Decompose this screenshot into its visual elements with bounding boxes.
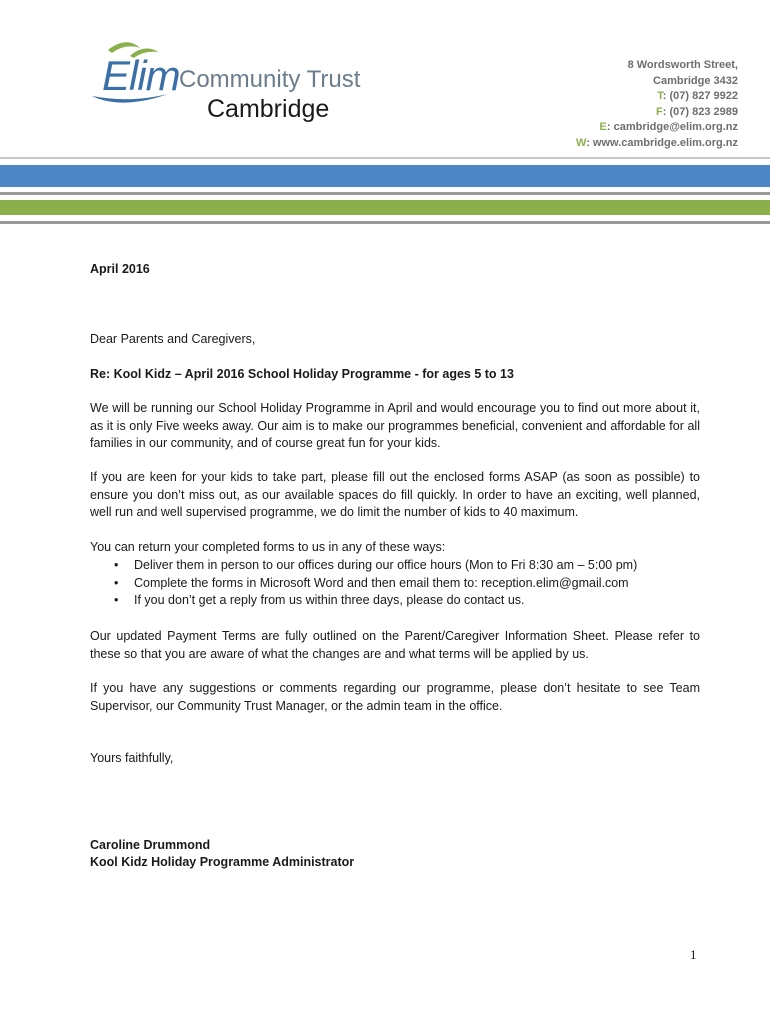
logo-city-text: Cambridge [207, 95, 330, 123]
list-item: • Deliver them in person to our offices during our office hours (Mon to Fri 8:30 am – 5:00 pm) [90, 557, 700, 575]
address-city: Cambridge 3432 [653, 74, 738, 87]
signer-name: Caroline Drummond [90, 838, 211, 852]
paragraph-payment-terms: Our updated Payment Terms are fully outlined on the Parent/Caregiver Information Sheet. Please refer to these so that you are aware of what the changes are and what terms will be applied by us. [90, 629, 700, 661]
closing: Yours faithfully, [90, 751, 174, 765]
signer-title: Kool Kidz Holiday Programme Administrator [90, 855, 355, 869]
header-rule-gray [0, 192, 770, 195]
logo-elim-text: Elim [102, 52, 180, 99]
address-fax [576, 105, 738, 121]
header-rule-gray [0, 221, 770, 224]
return-methods-intro: You can return your completed forms to us in any of these ways: [90, 540, 446, 554]
email-label: E [599, 121, 607, 134]
list-item: • If you don’t get a reply from us within three days, please do contact us. [90, 592, 700, 610]
header-band-green [0, 200, 770, 215]
address-street: 8 Wordsworth Street, [627, 59, 738, 71]
address-phone [576, 89, 738, 105]
subject-line: Re: Kool Kidz – April 2016 School Holiday Programme - for ages 5 to 13 [90, 367, 514, 381]
email-value: : cambridge@elim.org.nz [606, 121, 738, 134]
web-value: : www.cambridge.elim.org.nz [586, 136, 738, 149]
address-email [576, 120, 738, 136]
phone-value: : (07) 827 9922 [662, 90, 738, 103]
salutation: Dear Parents and Caregivers, [90, 332, 256, 346]
contact-address [576, 58, 738, 152]
fax-value: : (07) 823 2989 [662, 105, 738, 118]
page-number: 1 [690, 947, 697, 962]
return-methods-list [90, 557, 700, 610]
paragraph-signup: If you are keen for your kids to take part, please fill out the enclosed forms ASAP (as soon as possible) to ensure you don’t miss out, as our available spaces do fill quickly. In order to have an exciting, well planned, well run and well supervised programme, we do limit the number of kids to 40 maximum. [90, 470, 700, 519]
logo-org-text: Community Trust [179, 66, 361, 93]
paragraph-intro: We will be running our School Holiday Programme in April and would encourage you to find out more about it, as it is only Five weeks away. Our aim is to make our programmes beneficial, convenient and affordable for all families in our community, and of course great fun for your kids. [90, 401, 700, 450]
fax-label: F [656, 105, 663, 118]
header-band-blue [0, 165, 770, 187]
phone-label: T [657, 90, 663, 103]
letter-date: April 2016 [90, 262, 150, 276]
web-label: W [576, 136, 587, 149]
elim-logo [88, 38, 378, 128]
paragraph-suggestions: If you have any suggestions or comments regarding our programme, please don’t hesitate to see Team Supervisor, our Community Trust Manager, or the admin team in the office. [90, 681, 700, 713]
header-rule-gray [0, 157, 770, 159]
address-web [576, 136, 738, 152]
list-item: • Complete the forms in Microsoft Word and then email them to: reception.elim@gmail.com [90, 575, 700, 593]
